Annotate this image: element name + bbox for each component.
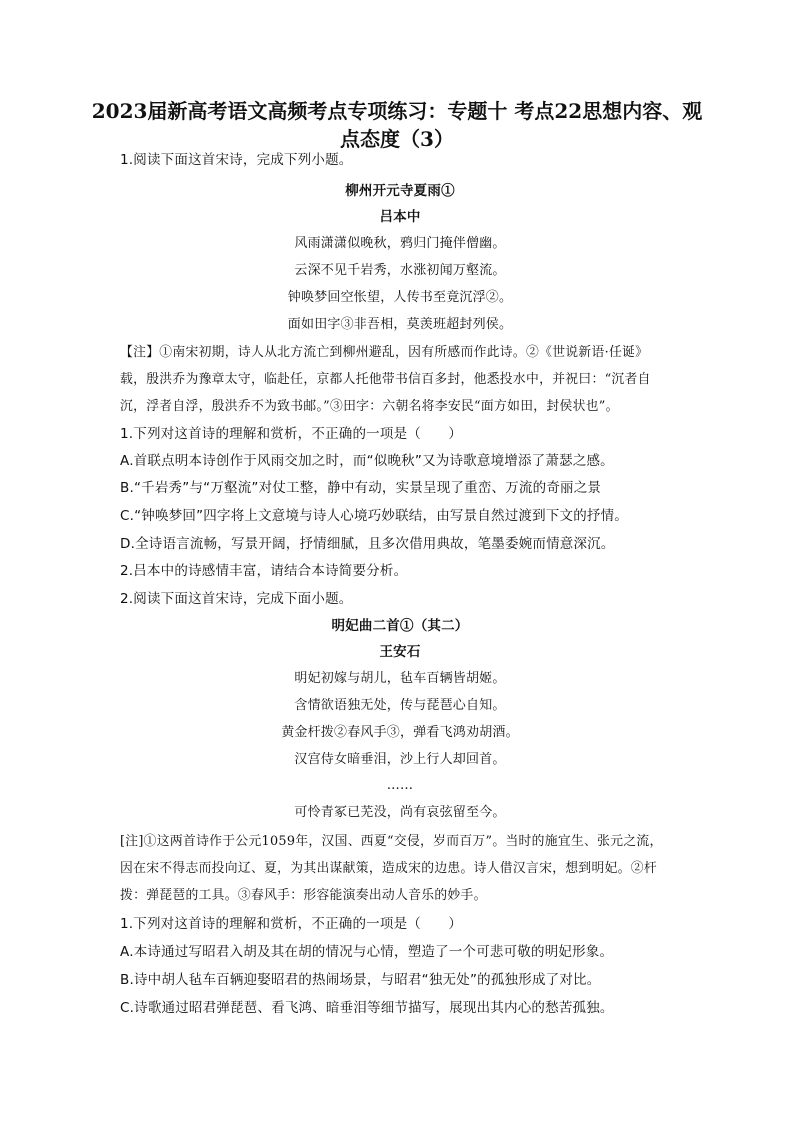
q2-verse: 汉宫侍女暗垂泪，沙上行人却回首。 bbox=[294, 752, 506, 767]
q2-poem-author: 王安石 bbox=[379, 644, 421, 660]
q1-option-b: B.“千岩秀”与“万壑流”对仗工整，静中有动，实景呈现了重峦、万流的奇丽之景 bbox=[120, 480, 602, 496]
q1-sub-question-2: 2.吕本中的诗感情丰富，请结合本诗简要分析。 bbox=[120, 563, 408, 579]
q2-intro: 2.阅读下面这首宋诗，完成下面小题。 bbox=[120, 591, 353, 607]
q2-verse: 可怜青冢已芜没，尚有哀弦留至今。 bbox=[294, 805, 506, 820]
q1-verse: 面如田字③非吾相，莫羡班超封列侯。 bbox=[287, 317, 513, 332]
q2-ellipsis: …… bbox=[386, 778, 414, 793]
q1-note-line: 【注】①南宋初期，诗人从北方流亡到柳州避乱，因有所感而作此诗。②《世说新语·任诞》 bbox=[120, 345, 649, 360]
q1-option-d: D.全诗语言流畅，写景开阔，抒情细腻，且多次借用典故，笔墨委婉而情意深沉。 bbox=[120, 536, 615, 552]
document-title: 2023届新高考语文高频考点专项练习：专题十 考点22思想内容、观点态度（3） bbox=[91, 99, 703, 151]
q2-verse: 黄金杆拨②春风手③，弹看飞鸿劝胡酒。 bbox=[281, 725, 519, 740]
q1-verse: 风雨潇潇似晚秋，鸦归门掩伴僧幽。 bbox=[294, 236, 506, 251]
q2-verse: 明妃初嫁与胡儿，毡车百辆皆胡姬。 bbox=[294, 671, 506, 686]
q1-option-c: C.“钟唤梦回”四字将上文意境与诗人心境巧妙联结，由写景自然过渡到下文的抒情。 bbox=[120, 508, 629, 524]
q2-sub-question-1: 1.下列对这首诗的理解和赏析，不正确的一项是（ ） bbox=[120, 916, 463, 932]
q2-poem-title: 明妃曲二首①（其二） bbox=[331, 618, 469, 634]
q2-option-b: B.诗中胡人毡车百辆迎娶昭君的热闹场景，与昭君“独无处”的孤独形成了对比。 bbox=[120, 972, 601, 988]
q1-option-a: A.首联点明本诗创作于风雨交加之时，而“似晚秋”又为诗歌意境增添了萧瑟之感。 bbox=[120, 453, 614, 469]
q1-verse: 钟唤梦回空怅望，人传书至竟沉浮②。 bbox=[287, 290, 513, 305]
q2-verse: 含情欲语独无处，传与琵琶心自知。 bbox=[294, 698, 506, 713]
q1-sub-question-1: 1.下列对这首诗的理解和赏析，不正确的一项是（ ） bbox=[120, 426, 463, 442]
q1-poem-title: 柳州开元寺夏雨① bbox=[345, 183, 455, 199]
q2-note-line: 拨：弹琵琶的工具。③春风手：形容能演奏出动人音乐的妙手。 bbox=[120, 888, 487, 903]
q1-intro: 1.阅读下面这首宋诗，完成下列小题。 bbox=[120, 152, 353, 168]
q1-poem-author: 吕本中 bbox=[379, 209, 421, 225]
q1-note-line: 沉，浮者自浮，殷洪乔不为致书邮。”③田字：六朝名将李安民“面方如田，封侯状也”。 bbox=[120, 399, 619, 414]
q1-verse: 云深不见千岩秀，水涨初闻万壑流。 bbox=[294, 263, 506, 278]
q2-option-a: A.本诗通过写昭君入胡及其在胡的情况与心情，塑造了一个可悲可敬的明妃形象。 bbox=[120, 944, 614, 960]
q2-note-line: 因在宋不得志而投向辽、夏，为其出谋献策，造成宋的边患。诗人借汉言宋，想到明妃。②杆 bbox=[120, 861, 657, 876]
q2-option-c: C.诗歌通过昭君弹琵琶、看飞鸿、暗垂泪等细节描写，展现出其内心的愁苦孤独。 bbox=[120, 1000, 614, 1016]
q2-note-line: [注]①这两首诗作于公元1059年，汉国、西夏“交侵，岁而百万”。当时的施宜生、张元之流， bbox=[120, 834, 663, 849]
q1-note-line: 载，殷洪乔为豫章太守，临赴任，京都人托他带书信百多封，他悉投水中，并祝曰：“沉者自 bbox=[120, 372, 651, 387]
